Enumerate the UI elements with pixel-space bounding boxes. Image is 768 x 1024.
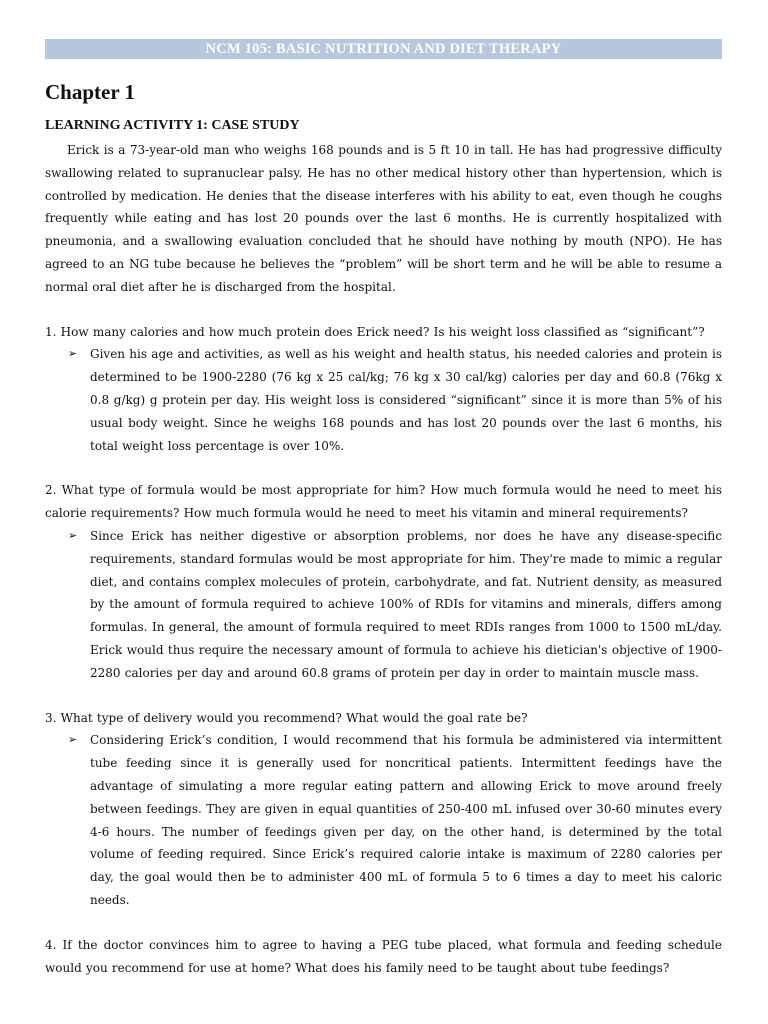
question-2: 2. What type of formula would be most appropriate for him? How much formula would he need to meet his calorie requirements? How much formula would he need to meet his vitamin and mineral requirements? <box>45 483 722 521</box>
answer-1-text: Given his age and activities, as well as his weight and health status, his needed calories and protein is determined to be 1900-2280 (76 kg x 25 cal/kg; 76 kg x 30 cal/kg) calories per day and 60.8 (76kg x 0.8 g/kg) g protein per day. His weight loss is considered “significant” since it is more than 5% of his usual body weight. Since he weighs 168 pounds and has lost 20 pounds over the last 6 months, his total weight loss percentage is over 10%. <box>90 347 722 453</box>
case-paragraph: Erick is a 73-year-old man who weighs 168 pounds and is 5 ft 10 in tall. He has had progressive difficulty swallowing related to supranuclear palsy. He has no other medical history other than hypertension, which is controlled by medication. He denies that the disease interferes with his ability to eat, even though he coughs frequently while eating and has lost 20 pounds over the last 6 months. He is currently hospitalized with pneumonia, and a swallowing evaluation concluded that he should have nothing by mouth (NPO). He has agreed to an NG tube because he believes the “problem” will be short term and he will be able to resume a normal oral diet after he is discharged from the hospital. <box>45 143 722 294</box>
answer-3 <box>45 729 722 911</box>
question-4: 4. If the doctor convinces him to agree to having a PEG tube placed, what formula and feeding schedule would you recommend for use at home? What does his family need to be taught about tube feedings? <box>45 937 722 975</box>
document-page <box>45 39 722 979</box>
question-3: 3. What type of delivery would you recommend? What would the goal rate be? <box>45 710 528 725</box>
activity-title: LEARNING ACTIVITY 1: CASE STUDY <box>45 118 300 133</box>
arrow-bullet-icon: ➢ <box>68 528 78 542</box>
answer-3-text: Considering Erick’s condition, I would recommend that his formula be administered via intermittent tube feeding since it is generally used for noncritical patients. Intermittent feedings have the advantage of simulating a more regular eating pattern and allowing Erick to move around freely between feedings. They are given in equal quantities of 250-400 mL infused over 30-60 minutes every 4-6 hours. The number of feedings given per day, on the other hand, is determined by the total volume of feeding required. Since Erick’s required calorie intake is maximum of 2280 calories per day, the goal would then be to administer 400 mL of formula 5 to 6 times a day to meet his caloric needs. <box>90 733 722 907</box>
course-banner: NCM 105: BASIC NUTRITION AND DIET THERAPY <box>45 39 722 59</box>
arrow-bullet-icon: ➢ <box>68 347 78 361</box>
arrow-bullet-icon: ➢ <box>68 733 78 747</box>
chapter-title: Chapter 1 <box>45 80 136 104</box>
question-1: 1. How many calories and how much protein does Erick need? Is his weight loss classified as “significant”? <box>45 324 705 339</box>
answer-2 <box>45 525 722 685</box>
answer-1 <box>45 343 722 457</box>
answer-2-text: Since Erick has neither digestive or absorption problems, nor does he have any disease-specific requirements, standard formulas would be most appropriate for him. They're made to mimic a regular diet, and contains complex molecules of protein, carbohydrate, and fat. Nutrient density, as measured by the amount of formula required to achieve 100% of RDIs for vitamins and minerals, differs among formulas. In general, the amount of formula required to meet RDIs ranges from 1000 to 1500 mL/day. Erick would thus require the necessary amount of formula to achieve his dietician's objective of 1900-2280 calories per day and around 60.8 grams of protein per day in order to maintain muscle mass. <box>90 528 722 680</box>
